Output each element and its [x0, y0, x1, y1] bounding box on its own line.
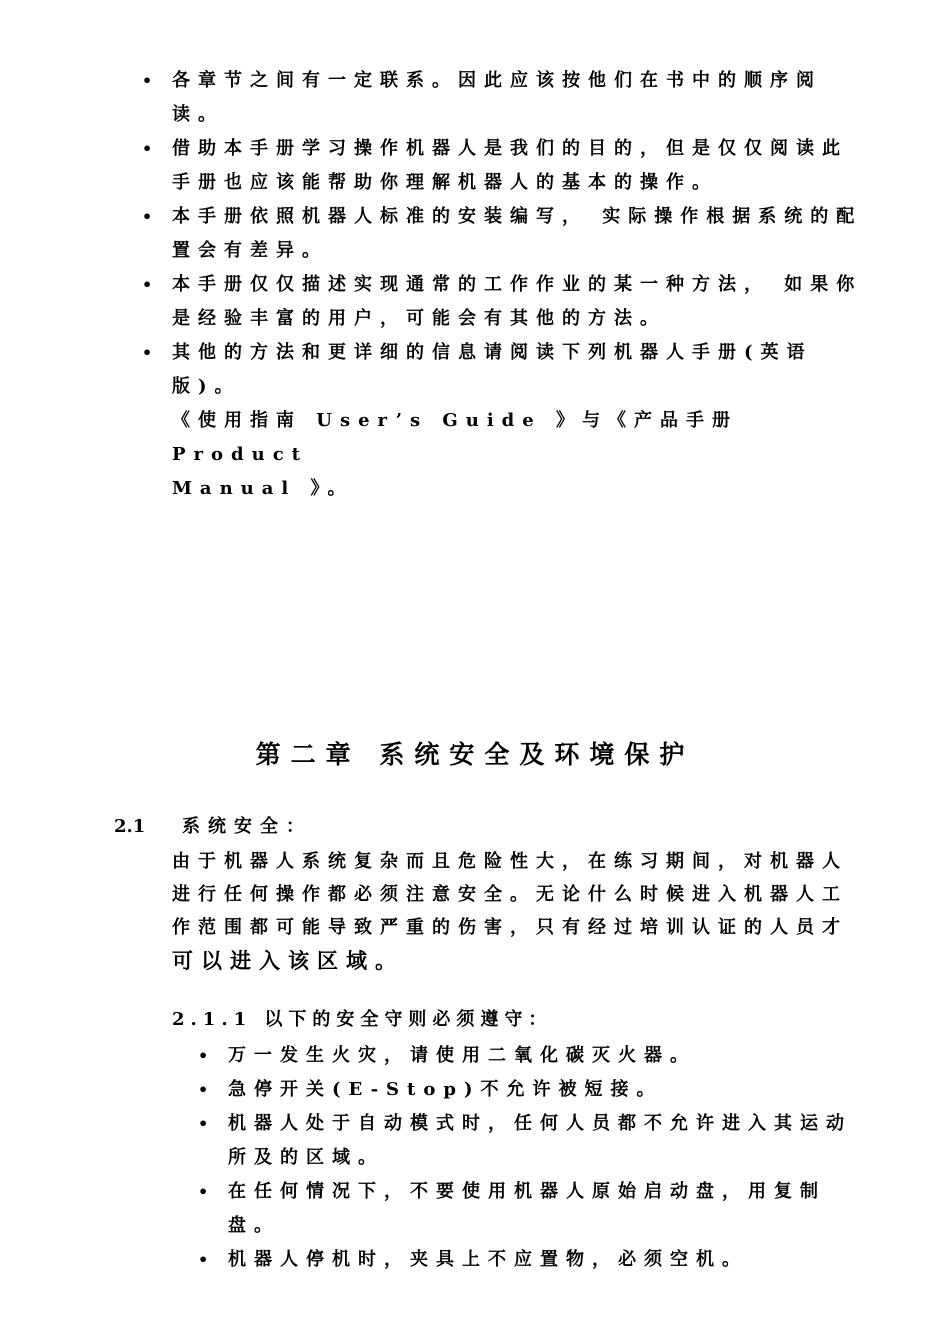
- subsection-title: 2.1.1 以下的安全守则必须遵守：: [172, 1009, 553, 1030]
- safety-rules-list: [198, 1039, 868, 1277]
- list-item-line: 置会有差异。: [172, 240, 328, 261]
- bullet-icon: •: [198, 1080, 209, 1099]
- list-item: [142, 200, 872, 268]
- paragraph-line: 可以进入该区域。: [172, 948, 404, 973]
- list-item-line: 机器人处于自动模式时，任何人员都不允许进入其运动: [228, 1113, 852, 1134]
- list-item-line: 各章节之间有一定联系。因此应该按他们在书中的顺序阅读。: [172, 70, 822, 125]
- list-item-line: 机器人停机时，夹具上不应置物，必须空机。: [228, 1249, 748, 1270]
- list-item: [142, 132, 872, 200]
- bullet-icon: •: [142, 275, 153, 294]
- list-item-line: 所及的区域。: [228, 1147, 384, 1168]
- manual-notes-list: [142, 64, 872, 506]
- list-item-line: 其他的方法和更详细的信息请阅读下列机器人手册(英语版)。: [172, 342, 813, 397]
- bullet-icon: •: [198, 1114, 209, 1133]
- list-item: [198, 1039, 868, 1073]
- list-item-line: 在任何情况下，不要使用机器人原始启动盘，用复制盘。: [228, 1181, 826, 1236]
- list-item: [198, 1073, 868, 1107]
- list-item: [142, 336, 872, 506]
- section-body: [172, 845, 852, 977]
- paragraph-line: 作范围都可能导致严重的伤害，只有经过培训认证的人员才: [172, 917, 848, 938]
- paragraph-line: 进行任何操作都必须注意安全。无论什么时候进入机器人工: [172, 884, 848, 905]
- bullet-icon: •: [142, 71, 153, 90]
- paragraph-line: 由于机器人系统复杂而且危险性大，在练习期间，对机器人: [172, 851, 848, 872]
- list-item-line: 万一发生火灾，请使用二氧化碳灭火器。: [228, 1045, 696, 1066]
- bullet-icon: •: [142, 343, 153, 362]
- list-item-line: 是经验丰富的用户，可能会有其他的方法。: [172, 308, 666, 329]
- bullet-icon: •: [142, 139, 153, 158]
- bullet-icon: •: [198, 1046, 209, 1065]
- list-item-line: 手册也应该能帮助你理解机器人的基本的操作。: [172, 172, 718, 193]
- section-number: 2.1: [114, 816, 146, 837]
- list-item-line: 《使用指南 User’s Guide 》与《产品手册 Product: [172, 410, 738, 465]
- list-item-line: 本手册仅仅描述实现通常的工作作业的某一种方法， 如果你: [172, 274, 863, 295]
- list-item-line: 本手册依照机器人标准的安装编写， 实际操作根据系统的配: [172, 206, 863, 227]
- list-item: [198, 1107, 868, 1175]
- list-item: [142, 64, 872, 132]
- list-item: [198, 1175, 868, 1243]
- bullet-icon: •: [142, 207, 153, 226]
- section-title: 系统安全：: [182, 816, 312, 837]
- list-item: [142, 268, 872, 336]
- list-item-line: 借助本手册学习操作机器人是我们的目的，但是仅仅阅读此: [172, 138, 848, 159]
- list-item-line: 急停开关(E-Stop)不允许被短接。: [228, 1079, 663, 1100]
- list-item-line: Manual 》。: [172, 478, 354, 499]
- bullet-icon: •: [198, 1250, 209, 1269]
- list-item: [198, 1243, 868, 1277]
- chapter-title: 第二章 系统安全及环境保护: [255, 740, 695, 769]
- bullet-icon: •: [198, 1182, 209, 1201]
